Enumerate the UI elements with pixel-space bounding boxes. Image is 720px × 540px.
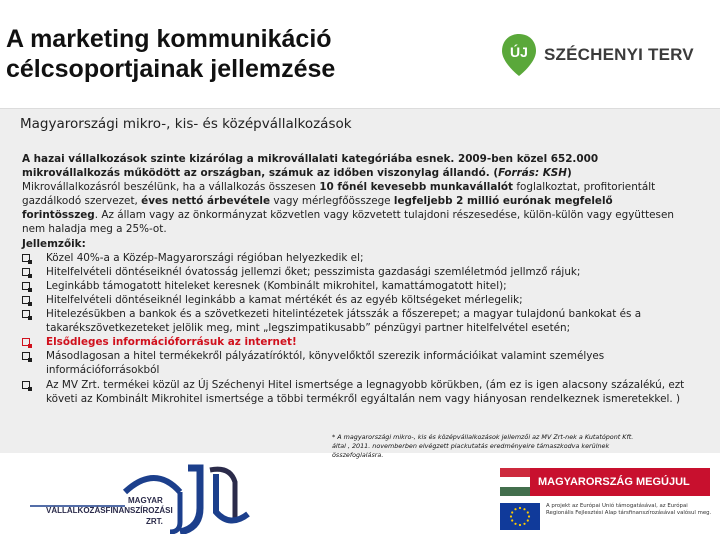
szechenyi-pin-icon	[500, 33, 538, 77]
list-item-text: Hitelfelvételi döntéseiknél óvatosság jellemzi őket; pesszimista gazdasági szemléletmód jellmző rájuk;	[46, 265, 581, 278]
footnote	[332, 433, 642, 460]
intro-p1-end: )	[566, 167, 572, 180]
intro-p2-e: vagy mérlegfőösszege	[270, 195, 394, 208]
list-item	[22, 378, 690, 406]
intro-p2-c: foglalkoztat, profitorientált gazdálkodó szervezet,	[22, 181, 656, 208]
feature-list	[22, 251, 690, 406]
szechenyi-logo-text: SZÉCHENYI TERV	[544, 45, 694, 64]
list-item-text: Másodlagosan a hitel termékekről pályázatíróktól, könyvelőktől szerezik információikat valamint személyes információforrásokból	[46, 350, 605, 377]
section-subtitle: Magyarországi mikro-, kis- és középvállalkozások	[20, 116, 352, 132]
intro-p1-source: Forrás: KSH	[498, 167, 567, 180]
page-title-line2: célcsoportjainak jellemzése	[6, 55, 336, 83]
hungarian-flag-icon	[500, 468, 530, 496]
square-bullet-icon	[22, 282, 30, 290]
intro-p1-text: A hazai vállalkozások szinte kizárólag a mikrovállalati kategóriába esnek. 2009-ben közel 652.000 mikrovállalkozás működött az országban, számuk az időben viszonylag állandó. (	[22, 153, 599, 180]
eu-flag-icon	[500, 503, 540, 530]
intro-paragraph-1	[22, 152, 690, 180]
eu-support-text: A projekt az Európai Unió támogatásával, az Európai Regionális Fejlesztési Alap társfinanszírozásával valósul meg.	[546, 503, 712, 516]
list-item	[22, 251, 690, 265]
features-heading: Jellemzőik:	[22, 237, 86, 250]
intro-p2-a: Mikrovállalkozásról beszélünk, ha a vállalkozás összesen	[22, 181, 320, 194]
list-item	[22, 279, 690, 293]
list-item-text: Hitelfelvételi döntéseiknél leginkább a kamat mértékét és az egyéb költségeket mérlegelik;	[46, 293, 523, 306]
footnote-text: A magyarországi mikro-, kis és középvállalkozások jellemzői az MV Zrt-nek a Kutatópont Kft. által , 2011. novemberben elvégzett piackutatás eredményeire támaszkodva kerülnek összefoglalásra.	[332, 433, 634, 459]
square-bullet-icon	[22, 296, 30, 304]
list-item	[22, 349, 690, 377]
list-item	[22, 307, 690, 335]
intro-p2-b: 10 főnél kevesebb munkavállalót	[319, 181, 514, 194]
square-bullet-icon	[22, 381, 30, 389]
mv-logo-line2: VÁLLALKOZÁSFINANSZÍROZÁSI	[46, 506, 173, 515]
intro-paragraph-2	[22, 180, 690, 236]
szechenyi-mark: ÚJ	[510, 44, 528, 60]
intro-p2-g: . Az állam vagy az önkormányzat közvetlen vagy közvetett tulajdoni részesedése, külön-külön vagy együttesen nem haladja meg a 25%-ot.	[22, 209, 674, 236]
list-item-text: Közel 40%-a a Közép-Magyarországi régióban helyezkedik el;	[46, 251, 364, 264]
szechenyi-terv-logo	[500, 33, 716, 77]
square-bullet-icon	[22, 352, 30, 360]
list-item-text: Elsődleges információforrásuk az internet!	[46, 336, 297, 349]
square-bullet-icon	[22, 310, 30, 318]
mv-logo-line1: MAGYAR	[128, 496, 163, 505]
mv-logo-line3: ZRT.	[146, 517, 163, 526]
list-item-text: Leginkább támogatott hiteleket keresnek (Kombinált mikrohitel, kamattámogatott hitel);	[46, 279, 507, 292]
list-item	[22, 265, 690, 279]
intro-p2-f: legfeljebb 2 millió eurónak megfelelő forintösszeg	[22, 195, 613, 222]
page-title-line1: A marketing kommunikáció	[6, 25, 332, 53]
intro-p2-d: éves nettó árbevétele	[141, 195, 271, 208]
list-item-highlight	[22, 335, 690, 349]
square-bullet-icon	[22, 268, 30, 276]
magyarorszag-megujul-badge	[500, 468, 710, 496]
list-item-text: Az MV Zrt. termékei közül az Új Széchenyi Hitel ismertsége a legnagyobb körükben, (ám ez is igen alacsony százalékú, ezt követi az Kombinált Mikrohitel ismertsége a többi termékről egyáltalán nem vagy hiányosan rendelkeznek ismeretekkel. )	[46, 378, 685, 405]
magyarorszag-megujul-label: MAGYARORSZÁG MEGÚJUL	[530, 468, 710, 496]
footnote-marker: *	[332, 433, 336, 441]
list-item	[22, 293, 690, 307]
page-title	[6, 24, 406, 84]
square-bullet-icon	[22, 338, 30, 346]
list-item-text: Hitelezésükben a bankok és a szövetkezeti hitelintézetek játsszák a főszerepet; a magyar tulajdonú bankokat és a takarékszövetkezeteket jelölik meg, mint „legszimpatikusabb” pénzügyi partner hitelfelvétel esetén;	[46, 308, 642, 335]
body-text	[22, 152, 690, 406]
square-bullet-icon	[22, 254, 30, 262]
